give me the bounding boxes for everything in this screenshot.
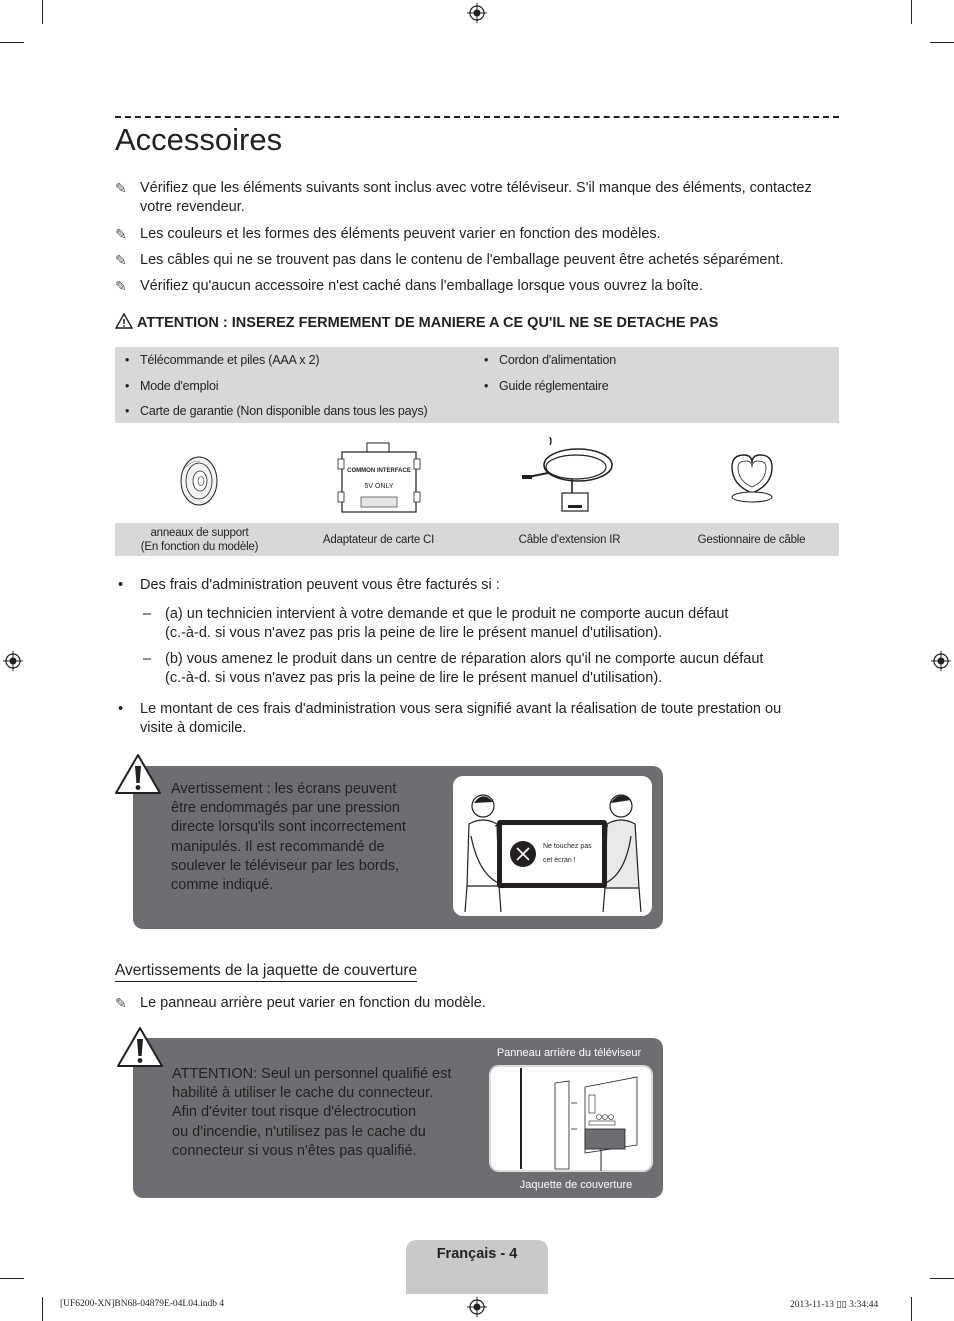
- people-lifting-tv-image: [453, 776, 652, 916]
- accessory-caption: [288, 523, 469, 556]
- tv-lifting-illustration: [453, 776, 652, 916]
- note-item: [115, 994, 840, 1013]
- crop-mark: [0, 42, 24, 43]
- warning-triangle-icon: [113, 752, 163, 796]
- fees-intro: • Des frais d'administration peuvent vous être facturés si :: [140, 576, 830, 595]
- print-slug-file: [UF6200-XN]BN68-04879E-04L04.indb 4: [60, 1299, 225, 1309]
- crop-mark: [42, 1297, 43, 1321]
- note-text: Le panneau arrière peut varier en fonction du modèle.: [140, 995, 486, 1011]
- accessory-caption: [661, 523, 842, 556]
- caption-line: Câble d'extension IR: [518, 533, 621, 546]
- ci-card-label: COMMON INTERFACE: [347, 468, 411, 474]
- crop-mark: [911, 0, 912, 24]
- warning-line: Avertissement : les écrans peuvent: [171, 781, 397, 797]
- fees-case-line: – (b) vous amenez le produit dans un centre de réparation alors qu'il ne comporte aucun défaut: [165, 651, 764, 667]
- note-text: Vérifiez que les éléments suivants sont inclus avec votre téléviseur. S'il manque des éléments, contactez votre revendeur.: [140, 180, 812, 215]
- warning-triangle-icon: [115, 1025, 165, 1069]
- fees-case-line: (c.-à-d. si vous n'avez pas pris la peine de lire le présent manuel d'utilisation).: [165, 625, 663, 641]
- crop-mark: [911, 1297, 912, 1321]
- rear-panel-label: Panneau arrière du téléviseur: [496, 1047, 642, 1059]
- note-text: Les câbles qui ne se trouvent pas dans le contenu de l'emballage peuvent être achetés séparément.: [140, 252, 784, 268]
- fees-case: [165, 605, 825, 643]
- warning-line: manipulés. Il est recommandé de: [171, 838, 385, 855]
- registration-mark-icon: [3, 651, 23, 671]
- caption-line: (En fonction du modèle): [140, 540, 259, 553]
- fees-notice-line: visite à domicile.: [140, 720, 247, 736]
- included-item: • Guide réglementaire: [499, 379, 608, 393]
- crop-mark: [930, 42, 954, 43]
- note-item: [115, 179, 840, 217]
- warning-line: être endommagés par une pression: [171, 800, 400, 817]
- cable-manager-image: [722, 437, 782, 521]
- included-item: • Carte de garantie (Non disponible dans tous les pays): [140, 404, 428, 418]
- print-slug-date: 2013-11-13 ▯▯ 3:34:44: [790, 1300, 879, 1310]
- attention-notice: [115, 313, 718, 331]
- pencil-note-icon: ✎: [115, 180, 127, 196]
- warning-line: : Seul un personnel qualifié est: [253, 1066, 452, 1082]
- holder-ring-image: [170, 437, 230, 521]
- warning-line: connecteur si vous n'êtes pas qualifié.: [172, 1142, 417, 1159]
- attention-text: ATTENTION : INSEREZ FERMEMENT DE MANIERE A CE QU'IL NE SE DETACHE PAS: [137, 315, 719, 331]
- fees-case-line: – (a) un technicien intervient à votre demande et que le produit ne comporte aucun défaut: [165, 606, 729, 622]
- warning-line: soulever le téléviseur par les bords,: [171, 857, 400, 874]
- ir-extension-cable-image: [520, 437, 620, 521]
- included-item: • Mode d'emploi: [140, 379, 218, 393]
- rear-panel-image: [489, 1065, 653, 1172]
- cover-warning-text: [172, 1065, 451, 1161]
- included-item: • Cordon d'alimentation: [499, 353, 616, 367]
- warning-line: habilité à utiliser le cache du connecteur.: [172, 1085, 434, 1102]
- warning-line: directe lorsqu'ils sont incorrectement: [171, 819, 406, 836]
- page-title: Accessoires: [115, 122, 283, 157]
- warning-line: ou d'incendie, n'utilisez pas le cache du: [172, 1123, 426, 1140]
- caption-line: Gestionnaire de câble: [697, 533, 806, 546]
- pencil-note-icon: ✎: [115, 252, 127, 268]
- screen-sign-text: Ne touchez pas: [543, 843, 592, 850]
- ci-card-adapter-image: [337, 437, 421, 521]
- cover-warnings-heading: Avertissements de la jaquette de couverture: [115, 962, 417, 982]
- crop-mark: [0, 1278, 24, 1279]
- accessory-caption: [109, 523, 290, 556]
- note-item: [115, 251, 840, 270]
- note-item: [115, 277, 840, 296]
- cover-label: Jaquette de couverture: [519, 1179, 633, 1191]
- fees-notice-line: • Le montant de ces frais d'administration vous sera signifié avant la réalisation de toute prestation ou: [140, 701, 782, 717]
- rear-panel-illustration: [489, 1065, 653, 1172]
- warning-line: Afin d'éviter tout risque d'électrocution: [172, 1104, 417, 1121]
- warning-lead: ATTENTION: [172, 1066, 254, 1082]
- crop-mark: [42, 0, 43, 24]
- screen-warning-text: [171, 780, 406, 895]
- registration-mark-icon: [467, 3, 487, 23]
- title-rule: [115, 116, 839, 118]
- accessory-caption: [479, 523, 660, 556]
- registration-mark-icon: [931, 651, 951, 671]
- pencil-note-icon: ✎: [115, 995, 127, 1011]
- screen-sign-text: cet écran !: [543, 857, 576, 864]
- fees-case-line: (c.-à-d. si vous n'avez pas pris la peine de lire le présent manuel d'utilisation).: [165, 670, 663, 686]
- note-text: Les couleurs et les formes des éléments peuvent varier en fonction des modèles.: [140, 226, 661, 242]
- caption-line: Adaptateur de carte CI: [322, 533, 435, 546]
- registration-mark-icon: [467, 1297, 487, 1317]
- note-item: [115, 225, 840, 244]
- pencil-note-icon: ✎: [115, 278, 127, 294]
- warning-triangle-icon: [115, 313, 133, 329]
- warning-line: comme indiqué.: [171, 877, 274, 894]
- fees-notice: [140, 700, 830, 738]
- page-number: Français - 4: [436, 1246, 518, 1262]
- fees-case: [165, 650, 825, 688]
- note-text: Vérifiez qu'aucun accessoire n'est caché dans l'emballage lorsque vous ouvrez la boîte.: [140, 278, 703, 294]
- pencil-note-icon: ✎: [115, 226, 127, 242]
- caption-line: anneaux de support: [150, 526, 249, 539]
- crop-mark: [930, 1278, 954, 1279]
- ci-card-voltage: 5V ONLY: [364, 483, 394, 490]
- included-item: • Télécommande et piles (AAA x 2): [140, 353, 319, 367]
